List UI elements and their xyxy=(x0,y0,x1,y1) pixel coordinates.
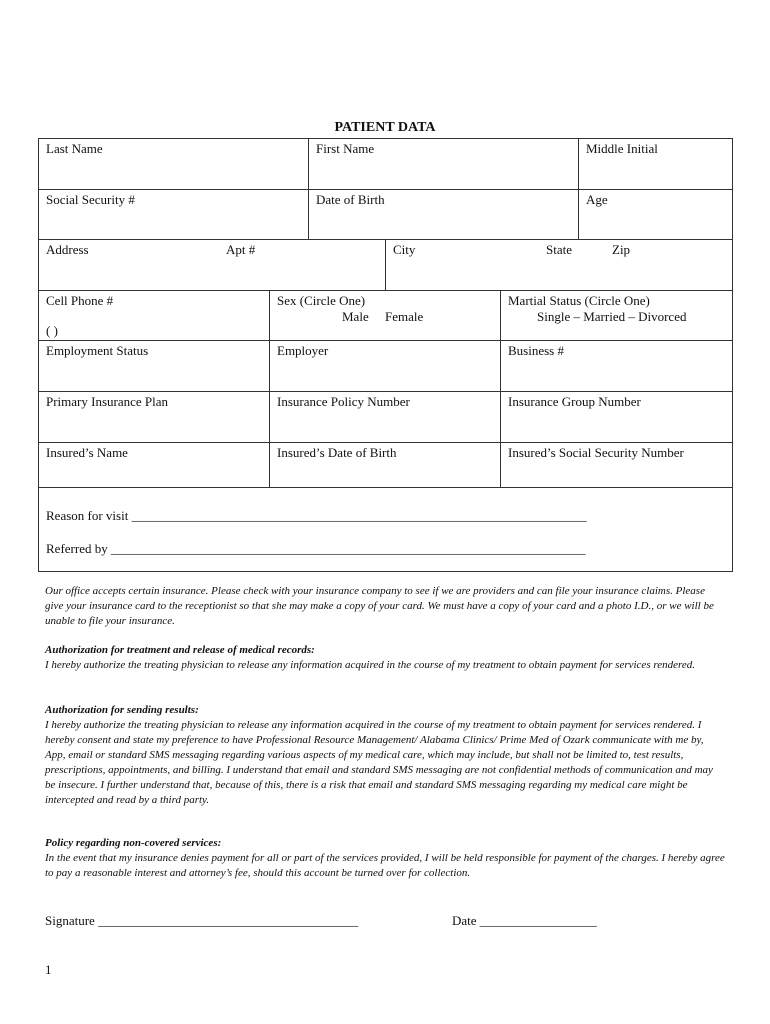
sex-field[interactable] xyxy=(270,291,501,340)
last-name-field[interactable] xyxy=(39,139,309,189)
zip-label: Zip xyxy=(612,242,631,257)
row-insurance xyxy=(39,392,733,443)
dob-label: Date of Birth xyxy=(316,192,385,207)
employment-status-field[interactable] xyxy=(39,341,270,391)
row-phone xyxy=(39,291,733,340)
address-field[interactable] xyxy=(39,240,386,290)
row-insured xyxy=(39,443,733,488)
marital-status-label: Martial Status (Circle One) xyxy=(508,293,650,308)
insured-ssn-field[interactable] xyxy=(501,443,733,487)
age-field[interactable] xyxy=(579,190,733,239)
employment-status-label: Employment Status xyxy=(46,343,149,358)
address-label: Address xyxy=(46,242,89,257)
policy-heading: Policy regarding non-covered services: xyxy=(45,837,222,849)
referred-by-line[interactable]: Referred by _________________________________________________________________________ xyxy=(46,541,586,556)
row-name xyxy=(39,139,733,190)
cell-phone-label: Cell Phone # xyxy=(46,293,114,308)
ssn-label: Social Security # xyxy=(46,192,135,207)
auth-results-heading: Authorization for sending results: xyxy=(45,704,199,716)
date-line[interactable]: Date __________________ xyxy=(452,913,597,928)
patient-data-form xyxy=(38,138,733,572)
employer-label: Employer xyxy=(277,343,329,358)
first-name-field[interactable] xyxy=(309,139,579,189)
business-number-label: Business # xyxy=(508,343,564,358)
insured-ssn-label: Insured’s Social Security Number xyxy=(508,445,684,460)
age-label: Age xyxy=(586,192,608,207)
state-label: State xyxy=(546,242,572,257)
group-number-field[interactable] xyxy=(501,392,733,442)
city-state-zip-field[interactable] xyxy=(386,240,733,290)
visit-info-box xyxy=(39,488,733,572)
insured-dob-label: Insured’s Date of Birth xyxy=(277,445,397,460)
row-address xyxy=(39,240,733,291)
policy-body: In the event that my insurance denies payment for all or part of the services provided, I will be held responsible for payment of the charges. I hereby agree to pay a reasonable interest and attorney’s fee, should this account be turned over for collection. xyxy=(45,852,725,879)
middle-initial-label: Middle Initial xyxy=(586,141,658,156)
insurance-note: Our office accepts certain insurance. Please check with your insurance company to see if we are providers and can file your insurance claims. Please give your insurance card to the receptionist so that she may make a copy of your card. We must have a copy of your card and a photo I.D., or we will be unable to file your insurance. xyxy=(45,585,714,627)
dob-field[interactable] xyxy=(309,190,579,239)
employer-field[interactable] xyxy=(270,341,501,391)
reason-for-visit-line[interactable]: Reason for visit ______________________________________________________________________ xyxy=(46,508,587,523)
primary-insurance-field[interactable] xyxy=(39,392,270,442)
middle-initial-field[interactable] xyxy=(579,139,733,189)
phone-area-code: ( ) xyxy=(46,323,58,338)
ssn-field[interactable] xyxy=(39,190,309,239)
apt-label: Apt # xyxy=(226,242,256,257)
last-name-label: Last Name xyxy=(46,141,103,156)
row-employment xyxy=(39,340,733,392)
sex-options[interactable]: Male Female xyxy=(342,309,424,324)
insured-name-field[interactable] xyxy=(39,443,270,487)
policy-number-label: Insurance Policy Number xyxy=(277,394,410,409)
page-number: 1 xyxy=(45,962,52,977)
city-label: City xyxy=(393,242,416,257)
row-ssn xyxy=(39,190,733,240)
signature-line[interactable]: Signature ________________________________________ xyxy=(45,913,359,928)
sex-label: Sex (Circle One) xyxy=(277,293,366,308)
auth-medical-section xyxy=(45,643,725,673)
auth-results-body: I hereby authorize the treating physician to release any information acquired in the course of my treatment to obtain payment for services rendered. I hereby consent and state my preference to have Professional Resource Management/ Alabama Clinics/ Prime Med of Ozark communicate with me by, App, email or standard SMS messaging regarding various aspects of my medical care, which may include, but shall not be limited to, test results, prescriptions, appointments, and billing. I understand that email and standard SMS messaging are not confidential methods of communication and may be insecure. I further understand that, because of this, there is a risk that email and standard SMS messaging regarding my medical care might be intercepted and read by a third party. xyxy=(45,719,713,806)
first-name-label: First Name xyxy=(316,141,375,156)
policy-section xyxy=(45,836,725,881)
marital-status-field[interactable] xyxy=(501,291,733,340)
auth-medical-body: I hereby authorize the treating physician to release any information acquired in the course of my treatment to obtain payment for services rendered. xyxy=(45,659,695,671)
auth-results-section xyxy=(45,703,725,808)
policy-number-field[interactable] xyxy=(270,392,501,442)
insured-dob-field[interactable] xyxy=(270,443,501,487)
cell-phone-field[interactable] xyxy=(39,291,270,340)
auth-medical-heading: Authorization for treatment and release of medical records: xyxy=(45,644,315,656)
business-number-field[interactable] xyxy=(501,341,733,391)
marital-options[interactable]: Single – Married – Divorced xyxy=(537,309,687,324)
page-title: PATIENT DATA xyxy=(334,120,436,135)
insured-name-label: Insured’s Name xyxy=(46,445,128,460)
primary-insurance-label: Primary Insurance Plan xyxy=(46,394,169,409)
group-number-label: Insurance Group Number xyxy=(508,394,641,409)
